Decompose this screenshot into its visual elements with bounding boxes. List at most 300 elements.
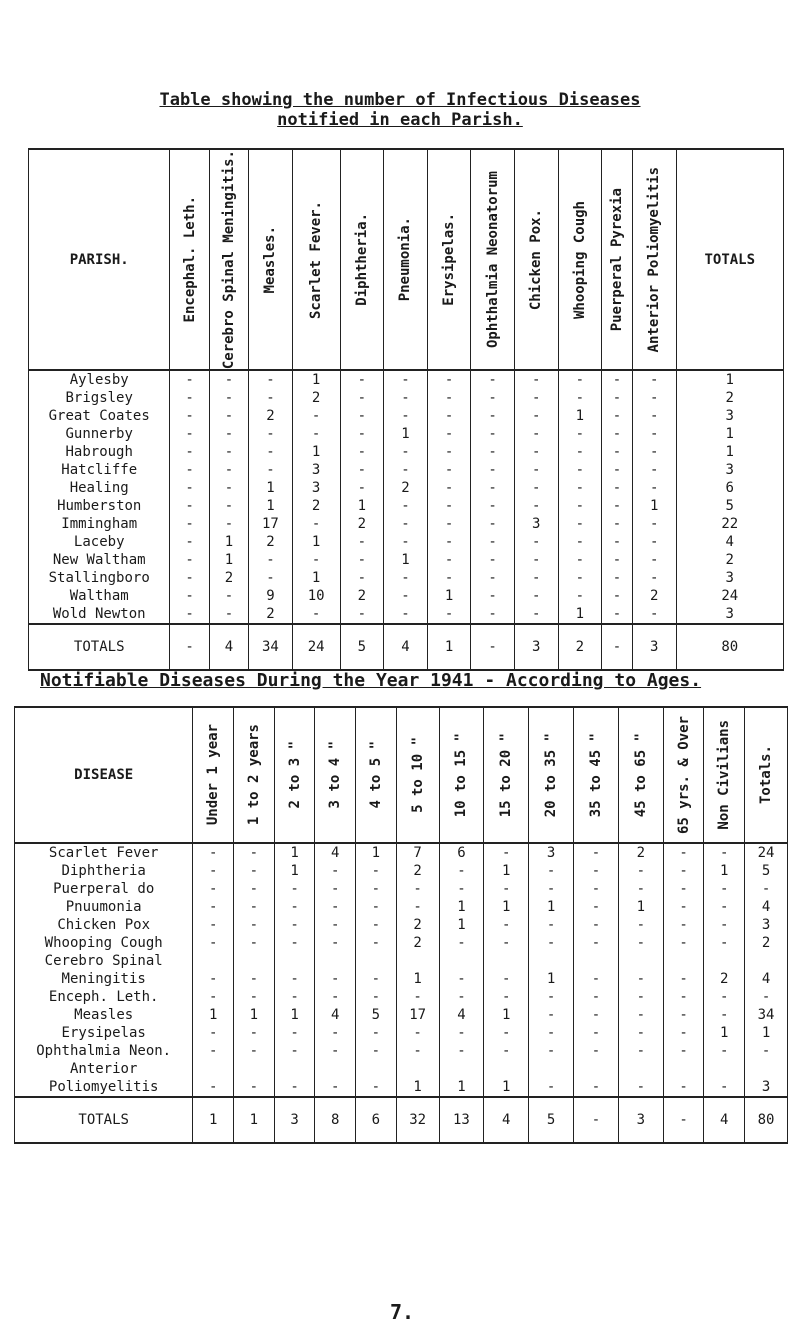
table-cell: - <box>663 1024 704 1042</box>
table-cell: - <box>427 443 471 461</box>
table-cell: - <box>356 1042 397 1060</box>
table-cell: - <box>384 461 428 479</box>
table-cell: - <box>745 880 788 898</box>
totals-cell: 80 <box>745 1097 788 1143</box>
table-cell: - <box>193 1042 234 1060</box>
table-cell: 1 <box>676 425 783 443</box>
table-cell: - <box>704 934 745 952</box>
table-cell: 1 <box>439 1078 484 1097</box>
table-cell: - <box>384 389 428 407</box>
table-cell: - <box>340 551 384 569</box>
totals-cell: 13 <box>439 1097 484 1143</box>
table-cell: - <box>439 862 484 880</box>
table-cell: - <box>249 461 293 479</box>
table-cell: 3 <box>745 1078 788 1097</box>
table-row <box>15 934 788 952</box>
table-cell: - <box>471 461 515 479</box>
table-cell: - <box>484 916 529 934</box>
table-cell <box>704 1060 745 1078</box>
row-label: Wold Newton <box>29 605 170 624</box>
table-cell: - <box>632 605 676 624</box>
row-label: Whooping Cough <box>15 934 193 952</box>
table-cell: - <box>663 1006 704 1024</box>
totals-cell: 8 <box>315 1097 356 1143</box>
table-cell: 1 <box>292 443 340 461</box>
table-cell: - <box>292 551 340 569</box>
table-cell: 1 <box>274 843 315 862</box>
table-row <box>15 1024 788 1042</box>
table-cell: - <box>558 479 602 497</box>
table-cell <box>704 952 745 970</box>
table-cell: - <box>704 1006 745 1024</box>
totals-cell: 24 <box>292 624 340 670</box>
table-cell: - <box>514 569 558 587</box>
table-cell: - <box>234 1042 275 1060</box>
table-cell: 2 <box>249 533 293 551</box>
table-row <box>29 587 784 605</box>
table-cell: - <box>663 880 704 898</box>
table-cell: 1 <box>618 898 663 916</box>
table-cell: - <box>340 370 384 389</box>
table-cell: - <box>602 569 633 587</box>
ages-heading: Notifiable Diseases During the Year 1941 - According to Ages. <box>40 670 702 691</box>
table-cell: 3 <box>292 461 340 479</box>
table-cell: - <box>193 988 234 1006</box>
table-cell: - <box>632 569 676 587</box>
table-cell: 1 <box>484 898 529 916</box>
table-cell <box>484 952 529 970</box>
row-label: Scarlet Fever <box>15 843 193 862</box>
table-cell: - <box>249 551 293 569</box>
table-cell: - <box>356 1024 397 1042</box>
totals-cell: 3 <box>514 624 558 670</box>
table-cell: - <box>234 843 275 862</box>
table-cell: - <box>745 988 788 1006</box>
table-cell: - <box>193 843 234 862</box>
table-cell: - <box>663 1078 704 1097</box>
table-cell: 2 <box>340 515 384 533</box>
totals-cell: 4 <box>384 624 428 670</box>
table-cell: - <box>193 898 234 916</box>
table-cell: - <box>274 988 315 1006</box>
table-cell: - <box>427 370 471 389</box>
table-cell: - <box>234 934 275 952</box>
table-cell: - <box>292 515 340 533</box>
table-cell <box>356 1060 397 1078</box>
table-cell: - <box>558 515 602 533</box>
table-cell: - <box>427 605 471 624</box>
table-row <box>15 862 788 880</box>
table-cell: 4 <box>745 970 788 988</box>
table-cell: 1 <box>340 497 384 515</box>
table-cell: 1 <box>704 1024 745 1042</box>
table-cell: - <box>514 389 558 407</box>
table-cell: - <box>170 605 209 624</box>
table-cell: - <box>340 533 384 551</box>
table-cell <box>574 1060 619 1078</box>
table-row <box>29 407 784 425</box>
totals-label: TOTALS <box>29 624 170 670</box>
table-row <box>29 533 784 551</box>
table-cell: - <box>209 605 248 624</box>
totals-cell: - <box>574 1097 619 1143</box>
table-cell: - <box>529 862 574 880</box>
table-cell: - <box>396 898 439 916</box>
totals-cell: 1 <box>193 1097 234 1143</box>
table-cell: - <box>249 569 293 587</box>
table-cell: - <box>315 862 356 880</box>
table-row <box>15 843 788 862</box>
table-cell <box>274 952 315 970</box>
totals-cell: 1 <box>427 624 471 670</box>
table-cell: - <box>618 988 663 1006</box>
table-cell <box>618 952 663 970</box>
table-cell: - <box>558 425 602 443</box>
table-cell: - <box>249 425 293 443</box>
table-cell: - <box>439 1042 484 1060</box>
table-cell: - <box>529 934 574 952</box>
table-row <box>15 880 788 898</box>
table-cell <box>396 952 439 970</box>
table-cell: - <box>574 988 619 1006</box>
row-label: Anterior <box>15 1060 193 1078</box>
table-row <box>29 551 784 569</box>
table-cell: - <box>356 916 397 934</box>
table-cell: - <box>427 425 471 443</box>
table-cell: - <box>315 988 356 1006</box>
table-cell: - <box>274 880 315 898</box>
table-cell <box>663 1060 704 1078</box>
totals-cell: 3 <box>618 1097 663 1143</box>
table-cell: - <box>356 880 397 898</box>
table-cell: 1 <box>292 533 340 551</box>
table-cell: - <box>484 970 529 988</box>
table-cell: 1 <box>484 1006 529 1024</box>
table-cell: - <box>170 443 209 461</box>
table-cell: - <box>704 1078 745 1097</box>
row-label: Erysipelas <box>15 1024 193 1042</box>
table-cell: 2 <box>340 587 384 605</box>
table-cell: - <box>384 370 428 389</box>
table-cell: - <box>558 533 602 551</box>
table-cell: - <box>170 551 209 569</box>
table-cell: - <box>632 370 676 389</box>
table-cell: - <box>170 479 209 497</box>
row-label: Laceby <box>29 533 170 551</box>
table-cell <box>439 1060 484 1078</box>
table-cell <box>574 952 619 970</box>
table-cell: 1 <box>384 551 428 569</box>
table-cell: - <box>663 916 704 934</box>
table-cell: - <box>618 1024 663 1042</box>
table-row <box>29 461 784 479</box>
totals-cell: 5 <box>529 1097 574 1143</box>
table-cell: - <box>234 898 275 916</box>
totals-cell: 2 <box>558 624 602 670</box>
row-label: Gunnerby <box>29 425 170 443</box>
table-cell: 1 <box>384 425 428 443</box>
table-cell: - <box>514 443 558 461</box>
totals-cell: 4 <box>484 1097 529 1143</box>
table-cell <box>274 1060 315 1078</box>
table-cell: 4 <box>439 1006 484 1024</box>
table-cell: - <box>632 425 676 443</box>
table-cell: 4 <box>676 533 783 551</box>
table-cell: - <box>663 843 704 862</box>
table-cell: - <box>209 587 248 605</box>
totals-cell: 80 <box>676 624 783 670</box>
table-cell: - <box>618 934 663 952</box>
totals-cell: 4 <box>704 1097 745 1143</box>
row-label: New Waltham <box>29 551 170 569</box>
totals-cell: 3 <box>632 624 676 670</box>
table-cell: 3 <box>676 605 783 624</box>
table-cell: - <box>574 898 619 916</box>
table-cell: - <box>427 497 471 515</box>
table-cell: - <box>439 988 484 1006</box>
table-cell: - <box>471 479 515 497</box>
table-cell: - <box>209 443 248 461</box>
table-cell: - <box>209 497 248 515</box>
table-cell: - <box>193 1024 234 1042</box>
table-cell: 1 <box>632 497 676 515</box>
table-cell: - <box>471 587 515 605</box>
table-row <box>29 425 784 443</box>
table-cell: - <box>529 1042 574 1060</box>
table-cell: - <box>602 533 633 551</box>
table-cell: - <box>704 988 745 1006</box>
table-cell: - <box>514 425 558 443</box>
table-cell: - <box>558 461 602 479</box>
table-row <box>15 1042 788 1060</box>
row-label: Humberston <box>29 497 170 515</box>
table-cell <box>484 1060 529 1078</box>
table-cell: - <box>249 443 293 461</box>
table-cell: 2 <box>618 843 663 862</box>
table-cell: - <box>529 916 574 934</box>
table-cell: - <box>170 533 209 551</box>
table-cell: - <box>602 425 633 443</box>
table-cell <box>618 1060 663 1078</box>
table-cell: 3 <box>292 479 340 497</box>
table-cell: - <box>249 389 293 407</box>
table-cell: - <box>209 425 248 443</box>
table-cell <box>315 952 356 970</box>
table-cell: - <box>209 370 248 389</box>
table-cell: - <box>193 880 234 898</box>
table-cell: - <box>292 605 340 624</box>
table-cell: - <box>514 533 558 551</box>
table-cell: - <box>602 551 633 569</box>
table-cell: - <box>558 551 602 569</box>
table-cell: - <box>292 425 340 443</box>
table-cell <box>356 952 397 970</box>
table-cell: - <box>384 497 428 515</box>
table-cell: - <box>618 1006 663 1024</box>
table-cell <box>193 1060 234 1078</box>
table-cell: - <box>704 898 745 916</box>
table-cell: - <box>471 370 515 389</box>
table-cell: - <box>170 587 209 605</box>
totals-cell: - <box>602 624 633 670</box>
table-cell: 4 <box>315 843 356 862</box>
table-row <box>29 389 784 407</box>
table-cell: - <box>529 988 574 1006</box>
table-cell: - <box>170 515 209 533</box>
table-cell: - <box>170 569 209 587</box>
row-label: Pnuumonia <box>15 898 193 916</box>
table-cell: - <box>234 970 275 988</box>
table-cell: 1 <box>209 551 248 569</box>
table-cell: 3 <box>745 916 788 934</box>
table-cell: - <box>384 515 428 533</box>
table-cell: - <box>384 587 428 605</box>
table-cell: 2 <box>745 934 788 952</box>
table-cell: 4 <box>745 898 788 916</box>
table-cell: 1 <box>292 569 340 587</box>
table-cell: - <box>602 389 633 407</box>
table-cell: - <box>209 461 248 479</box>
table-cell <box>234 952 275 970</box>
table-cell: - <box>356 862 397 880</box>
table-cell: - <box>340 605 384 624</box>
table-cell: - <box>315 1042 356 1060</box>
totals-cell: 6 <box>356 1097 397 1143</box>
table-cell: - <box>234 1024 275 1042</box>
row-label: Meningitis <box>15 970 193 988</box>
table-cell: - <box>274 934 315 952</box>
totals-cell: 32 <box>396 1097 439 1143</box>
table-cell: 1 <box>676 443 783 461</box>
table-cell: - <box>514 551 558 569</box>
row-label: Diphtheria <box>15 862 193 880</box>
table-cell: 1 <box>274 1006 315 1024</box>
table-cell: 17 <box>396 1006 439 1024</box>
table-cell: - <box>618 1042 663 1060</box>
table-cell <box>234 1060 275 1078</box>
table-cell: - <box>484 934 529 952</box>
totals-row <box>15 1097 788 1143</box>
table-cell: - <box>632 479 676 497</box>
table-cell: 4 <box>315 1006 356 1024</box>
row-label: Waltham <box>29 587 170 605</box>
table-cell: 1 <box>676 370 783 389</box>
row-label: Aylesby <box>29 370 170 389</box>
table-cell: 2 <box>396 934 439 952</box>
table-cell: - <box>574 934 619 952</box>
table-cell: - <box>704 1042 745 1060</box>
table-cell: 2 <box>292 497 340 515</box>
table-cell: 1 <box>484 1078 529 1097</box>
table-cell <box>396 1060 439 1078</box>
table-cell: - <box>704 916 745 934</box>
table-row <box>15 898 788 916</box>
table-cell: - <box>439 880 484 898</box>
table-row <box>15 1060 788 1078</box>
table-cell: - <box>514 605 558 624</box>
table-cell: - <box>602 497 633 515</box>
table-cell: - <box>193 934 234 952</box>
table-cell: 1 <box>484 862 529 880</box>
table-cell: - <box>427 461 471 479</box>
parish-header: PARISH. <box>29 149 170 370</box>
totals-row <box>29 624 784 670</box>
table-cell: - <box>632 515 676 533</box>
table-cell: - <box>384 605 428 624</box>
table-cell: - <box>471 497 515 515</box>
table-cell: - <box>574 862 619 880</box>
table-cell: - <box>618 916 663 934</box>
table-cell: - <box>315 880 356 898</box>
page-number: 7. <box>390 1300 415 1324</box>
table-cell: - <box>471 533 515 551</box>
table-cell: - <box>340 443 384 461</box>
table-cell: - <box>340 479 384 497</box>
row-label: Hatcliffe <box>29 461 170 479</box>
table-cell: 2 <box>676 389 783 407</box>
table-cell: - <box>170 425 209 443</box>
table-cell: 1 <box>356 843 397 862</box>
table-cell: 2 <box>396 862 439 880</box>
table-row <box>15 1078 788 1097</box>
table-cell <box>315 1060 356 1078</box>
table-cell: - <box>193 862 234 880</box>
totals-cell: 1 <box>234 1097 275 1143</box>
table-cell: 24 <box>676 587 783 605</box>
table-cell: - <box>558 370 602 389</box>
table-cell: 5 <box>676 497 783 515</box>
table-row <box>15 916 788 934</box>
table-row <box>29 443 784 461</box>
table-cell: - <box>602 515 633 533</box>
table-cell: - <box>602 479 633 497</box>
table-cell: 2 <box>632 587 676 605</box>
table-cell: - <box>663 970 704 988</box>
table-cell: 3 <box>676 407 783 425</box>
row-label: Cerebro Spinal <box>15 952 193 970</box>
table-row <box>15 952 788 970</box>
table-cell: - <box>274 916 315 934</box>
table-cell: - <box>514 370 558 389</box>
table-cell: 2 <box>292 389 340 407</box>
table-cell <box>529 952 574 970</box>
table-cell: 1 <box>529 970 574 988</box>
table-cell: 1 <box>745 1024 788 1042</box>
table-cell: - <box>558 569 602 587</box>
table-cell: - <box>340 569 384 587</box>
table-cell: 1 <box>209 533 248 551</box>
table-cell: - <box>274 970 315 988</box>
table-cell: 24 <box>745 843 788 862</box>
table-cell: 22 <box>676 515 783 533</box>
table-cell: - <box>340 425 384 443</box>
table-cell: - <box>574 880 619 898</box>
table-cell: - <box>632 443 676 461</box>
table-cell: - <box>484 1024 529 1042</box>
table-cell: 34 <box>745 1006 788 1024</box>
totals-cell: 34 <box>249 624 293 670</box>
table-cell: - <box>663 898 704 916</box>
table-cell: - <box>356 1078 397 1097</box>
table-cell: - <box>170 389 209 407</box>
table-cell: - <box>602 443 633 461</box>
table-cell: - <box>274 1024 315 1042</box>
table-cell: - <box>602 407 633 425</box>
table-cell: - <box>574 1078 619 1097</box>
table-cell: - <box>274 898 315 916</box>
table-cell: 3 <box>529 843 574 862</box>
row-label: Poliomyelitis <box>15 1078 193 1097</box>
